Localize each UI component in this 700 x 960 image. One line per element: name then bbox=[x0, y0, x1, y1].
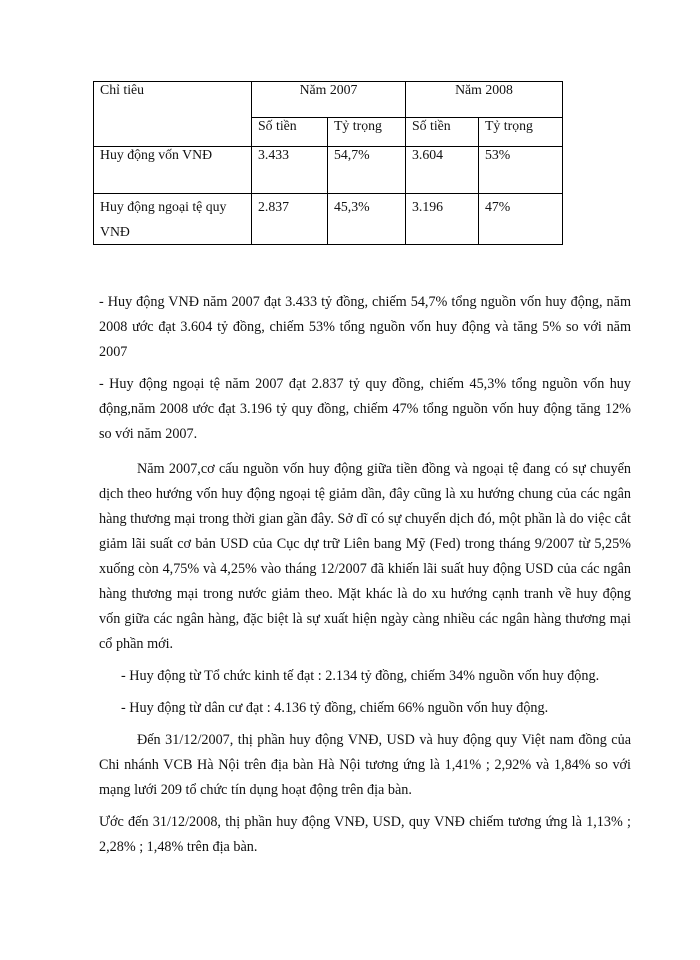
header-share-2007: Tỷ trọng bbox=[328, 118, 406, 147]
capital-mobilization-table bbox=[93, 81, 563, 245]
cell-amount-2008: 3.604 bbox=[406, 147, 479, 194]
row-label: Huy động ngoại tệ quy VNĐ bbox=[94, 194, 252, 245]
header-indicator: Chỉ tiêu bbox=[94, 82, 252, 147]
cell-share-2007: 45,3% bbox=[328, 194, 406, 245]
cell-share-2008: 53% bbox=[479, 147, 563, 194]
row-label: Huy động vốn VNĐ bbox=[94, 147, 252, 194]
paragraph-market-share-2008: Ước đến 31/12/2008, thị phần huy động VNĐ, USD, quy VNĐ chiếm tương ứng là 1,13% ; 2,28% ; 1,48% trên địa bàn. bbox=[99, 814, 631, 855]
table-row bbox=[94, 147, 563, 194]
header-year-2007: Năm 2007 bbox=[252, 82, 406, 118]
header-share-2008: Tỷ trọng bbox=[479, 118, 563, 147]
header-amount-2007: Số tiền bbox=[252, 118, 328, 147]
cell-amount-2007: 3.433 bbox=[252, 147, 328, 194]
body-text bbox=[99, 290, 631, 860]
paragraph-foreign-currency-mobilization: - Huy động ngoại tệ năm 2007 đạt 2.837 tỷ quy đồng, chiếm 45,3% tổng nguồn vốn huy động,năm 2008 ước đạt 3.196 tỷ quy đồng, chiếm 47% tổng nguồn vốn huy động tăng 12% so với năm 2007. bbox=[99, 376, 631, 442]
table-header-row bbox=[94, 82, 563, 118]
cell-share-2008: 47% bbox=[479, 194, 563, 245]
paragraph-market-share-2007: Đến 31/12/2007, thị phần huy động VNĐ, USD và huy động quy Việt nam đồng của Chi nhánh VCB Hà Nội trên địa bàn Hà Nội tương ứng là 1,41% ; 2,92% và 1,84% so với mạng lưới 209 tổ chức tín dụng hoạt động trên địa bàn. bbox=[99, 732, 631, 798]
cell-amount-2008: 3.196 bbox=[406, 194, 479, 245]
bullet-residents: - Huy động từ dân cư đạt : 4.136 tỷ đồng, chiếm 66% nguồn vốn huy động. bbox=[121, 700, 549, 716]
bullet-economic-organizations: - Huy động từ Tổ chức kinh tế đạt : 2.134 tỷ đồng, chiếm 34% nguồn vốn huy động. bbox=[121, 668, 600, 684]
paragraph-vnd-mobilization: - Huy động VNĐ năm 2007 đạt 3.433 tỷ đồng, chiếm 54,7% tổng nguồn vốn huy động, năm 2008 ước đạt 3.604 tỷ đồng, chiếm 53% tổng nguồn vốn huy động và tăng 5% so với năm 2007 bbox=[99, 294, 631, 360]
header-year-2008: Năm 2008 bbox=[406, 82, 563, 118]
cell-amount-2007: 2.837 bbox=[252, 194, 328, 245]
paragraph-structure-analysis: Năm 2007,cơ cấu nguồn vốn huy động giữa tiền đồng và ngoại tệ đang có sự chuyển dịch theo hướng vốn huy động ngoại tệ giảm dần, đây cũng là xu hướng chung của các ngân hàng thương mại trong thời gian gần đây. Sở dĩ có sự chuyển dịch đó, một phần là do việc cắt giảm lãi suất cơ bản USD của Cục dự trữ Liên bang Mỹ (Fed) trong tháng 9/2007 từ 5,25% xuống còn 4,75% và 4,25% vào tháng 12/2007 đã khiến lãi suất huy động USD của các ngân hàng thương mại trong nước giảm theo. Mặt khác là do xu hướng cạnh tranh về huy động vốn giữa các ngân hàng, đặc biệt là sự xuất hiện ngày càng nhiều các ngân hàng thương mại cổ phần mới. bbox=[99, 461, 631, 652]
cell-share-2007: 54,7% bbox=[328, 147, 406, 194]
header-amount-2008: Số tiền bbox=[406, 118, 479, 147]
table-row bbox=[94, 194, 563, 245]
